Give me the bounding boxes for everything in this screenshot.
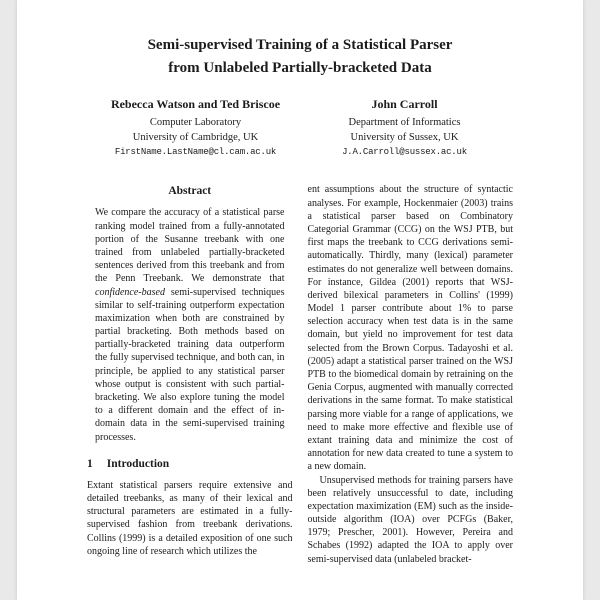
author-right-name: John Carroll — [371, 97, 438, 111]
author-left-affiliation-1: Computer Laboratory — [149, 117, 242, 128]
author-right-affiliation-2: University of Sussex, UK — [350, 131, 459, 143]
right-column-paragraph-2: Unsupervised methods for training parsers have been relatively unsuccessful to date, including expectation maximization (EM) such as the inside-outside algorithm (IOA) over PCFGs (Baker, 1979; Prescher, 2001). However, Pereira and Schabes (1992) adapted the IOA to apply over semi-supervised data (unlabeled bracket- — [307, 474, 513, 565]
abstract-text-after-italic: semi-supervised techniques similar to self-training outperform expectation maximization when both are constrained by partial bracketing. Both methods based on partially-bracketed training data outperform the fully supervised technique, and both can, in principle, be applied to any statistical parser whose output is consistent with such partial-bracketing. We also explore tuning the model to a different domain and the effect of in-domain data in the semi-supervised training processes. — [95, 286, 285, 443]
abstract-text-before-italic: We compare the accuracy of a statistical parse ranking model trained from a fully-annotated portion of the Susanne treebank with one trained from unlabeled partially-bracketed sentences derived from this treebank and from the Penn Treebank. We demonstrate that — [95, 207, 285, 285]
title-line-1: Semi-supervised Training of a Statistical Parser — [147, 37, 453, 53]
section-1-paragraph-1: Extant statistical parsers require extensive and detailed treebanks, as many of their lexical and structural parameters are estimated in a fully-supervised fashion from treebank derivations. Collins (1999) is a detailed exposition of one such ongoing line of research which utilizes the — [87, 479, 293, 557]
abstract-italic-phrase: confidence-based — [95, 286, 165, 298]
author-right-affiliation-1: Department of Informatics — [348, 117, 461, 128]
paper-page — [17, 0, 583, 600]
left-column — [87, 183, 293, 565]
author-left-name: Rebecca Watson and Ted Briscoe — [110, 97, 281, 111]
paper-title — [87, 34, 513, 79]
section-1-number: 1 — [87, 457, 93, 470]
two-column-body — [87, 183, 513, 565]
section-1-title: Introduction — [106, 457, 170, 470]
author-right-email: J.A.Carroll@sussex.ac.uk — [342, 147, 467, 158]
author-left-affiliation-2: University of Cambridge, UK — [132, 131, 259, 143]
author-left-email: FirstName.LastName@cl.cam.ac.uk — [114, 147, 277, 158]
abstract-text — [87, 206, 293, 443]
abstract-heading: Abstract — [168, 185, 212, 198]
author-right — [300, 97, 509, 157]
section-1-heading — [87, 458, 293, 470]
right-column-paragraph-1: ent assumptions about the structure of syntactic analyses. For example, Hockenmaier (2003) trains a statistical parser based on Combinatory Categorial Grammar (CCG) on the WSJ PTB, but first maps the treebank to CCG derivations semi-automatically. Thirdly, many (lexical) parameter estimates do not generalize well between domains. For instance, Gildea (2001) reports that WSJ-derived bilexical parameters in Collins' (1999) Model 1 parser contribute about 1% to parse selection accuracy when test data is in the same domain, but yield no improvement for test data selected from the Brown Corpus. Tadayoshi et al. (2005) adapt a statistical parser trained on the WSJ PTB to the biomedical domain by retraining on the Genia Corpus, augmented with manually corrected derivations in the same format. To make statistical parsing more viable for a range of applications, we need to make more effective and flexible use of extant training data and minimize the cost of annotation for new data created to tune a system to a new domain. — [307, 184, 513, 473]
right-column — [308, 183, 514, 565]
authors-block — [91, 97, 509, 157]
author-left — [91, 97, 300, 157]
title-line-2: from Unlabeled Partially-bracketed Data — [168, 59, 432, 76]
